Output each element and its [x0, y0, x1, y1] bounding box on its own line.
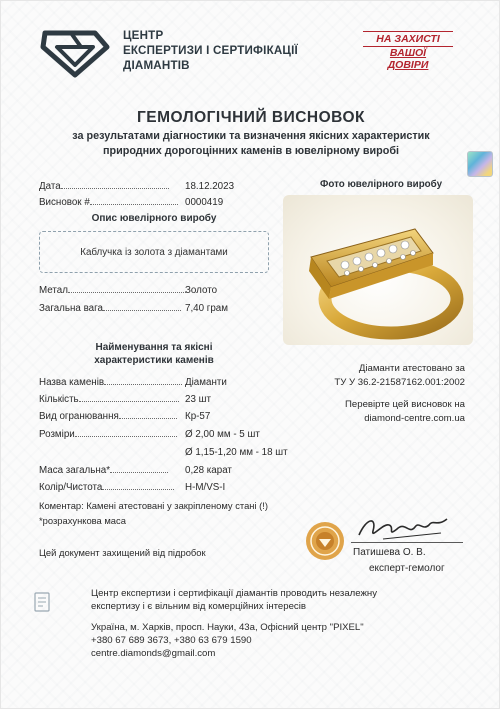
metal-value: Золото [185, 285, 218, 296]
org-line: ЦЕНТР [123, 29, 164, 42]
about-line: експертизу і є вільним від комерційних інтересів [91, 601, 306, 612]
metal-label: Метал [39, 285, 68, 296]
number-row [39, 197, 178, 208]
verify-link[interactable]: diamond-centre.com.ua [364, 413, 465, 424]
number-value: 0000419 [185, 197, 224, 208]
date-value: 18.12.2023 [185, 181, 235, 192]
stamp-line: ДОВІРИ [387, 59, 429, 71]
color-clarity-label: Колір/Чистота [39, 482, 103, 493]
org-line: ДІАМАНТІВ [123, 59, 190, 72]
stone-name-label: Назва каменів [39, 377, 105, 388]
phones-text[interactable]: +380 67 689 3673, +380 63 679 1590 [91, 635, 252, 646]
signer-role: експерт-гемолог [369, 563, 445, 574]
attested-line-1: Діаманти атестовано за [358, 363, 465, 374]
mass-row [39, 465, 168, 476]
stones-heading-line: характеристики каменів [94, 355, 214, 366]
document-icon [31, 591, 53, 613]
size-value-1: Ø 2,00 мм - 5 шт [185, 429, 260, 440]
description-heading: Опис ювелірного виробу [91, 213, 217, 224]
quantity-value: 23 шт [185, 394, 211, 405]
email-text[interactable]: centre.diamonds@gmail.com [91, 648, 216, 659]
description-value: Каблучка із золота з діамантами [80, 247, 228, 258]
comment-text: Коментар: Камені атестовані у закріпленому стані (!) [39, 500, 268, 511]
trust-stamp [363, 31, 453, 71]
subtitle-line: за результатами діагностики та визначення якісних характеристик [72, 130, 430, 142]
date-row [39, 181, 169, 192]
weight-row [39, 303, 181, 314]
diamond-logo-icon [35, 25, 115, 79]
address-text: Україна, м. Харків, просп. Науки, 43а, Офісний центр "PIXEL" [91, 622, 364, 633]
seal-stamp-icon [305, 521, 345, 561]
organization-name [123, 28, 298, 73]
signature-icon [353, 509, 453, 545]
cut-value: Кр-57 [185, 411, 211, 422]
size-value-2: Ø 1,15-1,20 мм - 18 шт [185, 447, 288, 458]
stamp-line: НА ЗАХИСТІ [363, 31, 453, 47]
stones-heading-line: Найменування та якісні [95, 342, 213, 353]
stamp-line: ВАШОЇ [389, 47, 427, 59]
org-line: ЕКСПЕРТИЗИ І СЕРТИФІКАЦІЇ [123, 44, 298, 57]
stone-name-value: Діаманти [185, 377, 227, 388]
subtitle-line: природних дорогоцінних каменів в ювелірному виробі [102, 145, 400, 157]
document-title: ГЕМОЛОГІЧНИЙ ВИСНОВОК [136, 109, 365, 126]
contacts [91, 621, 364, 660]
attested-standard: ТУ У 36.2-21587162.001:2002 [334, 377, 465, 388]
mass-value: 0,28 карат [185, 465, 232, 476]
about-line: Центр експертизи і сертифікації діамантів проводить незалежну [91, 588, 377, 599]
metal-row [39, 285, 186, 296]
cut-row [39, 411, 177, 422]
ring-photo [283, 195, 473, 345]
color-clarity-row [39, 482, 174, 493]
size-row [39, 429, 177, 440]
stones-heading [39, 341, 269, 367]
signer-name: Патишева О. В. [353, 547, 426, 558]
about-text [91, 587, 377, 613]
date-label: Дата [39, 181, 61, 192]
verify-line-1: Перевірте цей висновок на [345, 399, 465, 410]
quantity-row [39, 394, 179, 405]
color-clarity-value: H-M/VS-I [185, 482, 226, 493]
quantity-label: Кількість [39, 394, 79, 405]
weight-value: 7,40 грам [185, 303, 228, 314]
protected-text: Цей документ захищений від підробок [39, 547, 206, 558]
stone-name-row [39, 377, 182, 388]
number-label: Висновок # [39, 197, 90, 208]
hologram-sticker-icon [467, 151, 493, 177]
signature-line [351, 542, 463, 543]
photo-title: Фото ювелірного виробу [319, 179, 443, 190]
ring-image-icon [283, 195, 473, 345]
footnote-text: *розрахункова маса [39, 515, 126, 526]
weight-label: Загальна вага [39, 303, 103, 314]
document-subtitle [21, 129, 481, 159]
cut-label: Вид огранювання [39, 411, 119, 422]
mass-label: Маса загальна* [39, 465, 111, 476]
size-label: Розміри [39, 429, 75, 440]
